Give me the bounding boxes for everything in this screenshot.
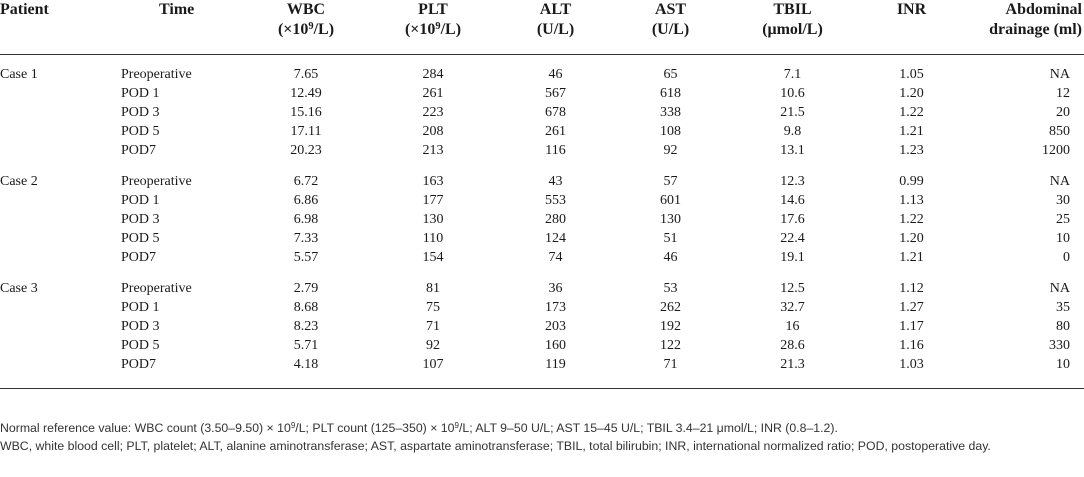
table-row bbox=[0, 248, 1084, 267]
ast-cell: 601 bbox=[660, 193, 681, 208]
ast-cell: 262 bbox=[660, 300, 681, 315]
alt-cell: 261 bbox=[545, 124, 566, 139]
table-row bbox=[0, 103, 1084, 122]
wbc-cell: 6.86 bbox=[293, 193, 319, 208]
patient-cell bbox=[0, 191, 121, 210]
header-tbil: TBIL (μmol/L) bbox=[719, 0, 866, 55]
wbc-cell: 6.72 bbox=[293, 174, 319, 189]
wbc-cell: 20.23 bbox=[290, 143, 322, 158]
wbc-cell: 8.68 bbox=[293, 300, 319, 315]
ast-cell: 130 bbox=[660, 212, 681, 227]
wbc-cell: 15.16 bbox=[290, 105, 322, 120]
time-cell: POD7 bbox=[121, 357, 157, 372]
patient-cell bbox=[0, 248, 121, 267]
patient-cell bbox=[0, 336, 121, 355]
plt-cell: 213 bbox=[422, 143, 444, 158]
tbil-cell: 12.5 bbox=[780, 281, 805, 296]
plt-cell: 107 bbox=[422, 357, 444, 372]
abbreviations-note: WBC, white blood cell; PLT, platelet; ALT, alanine aminotransferase; AST, aspartate aminotransferase; TBIL, total bilirubin; INR, international normalized ratio; POD, postoperative day. bbox=[0, 439, 991, 453]
plt-cell: 130 bbox=[422, 212, 444, 227]
time-cell: POD 3 bbox=[121, 105, 160, 120]
table-row bbox=[0, 317, 1084, 336]
tbil-cell: 28.6 bbox=[780, 338, 805, 353]
patient-cell bbox=[0, 229, 121, 248]
wbc-cell: 8.23 bbox=[293, 319, 319, 334]
bottom-rule-cell bbox=[0, 374, 1084, 389]
time-cell: POD7 bbox=[121, 250, 157, 265]
drain-cell: NA bbox=[1049, 281, 1070, 296]
table-row bbox=[0, 122, 1084, 141]
table-row bbox=[0, 298, 1084, 317]
alt-cell: 280 bbox=[545, 212, 566, 227]
alt-cell: 46 bbox=[548, 67, 563, 82]
tbil-cell: 12.3 bbox=[780, 174, 805, 189]
inr-cell: 1.17 bbox=[899, 319, 924, 334]
group-spacer bbox=[0, 55, 1084, 66]
tbil-cell: 10.6 bbox=[780, 86, 805, 101]
patient-cell bbox=[0, 317, 121, 336]
tbil-cell: 9.8 bbox=[783, 124, 802, 139]
inr-cell: 1.20 bbox=[899, 231, 924, 246]
drain-cell: 850 bbox=[1049, 124, 1070, 139]
ast-cell: 51 bbox=[663, 231, 678, 246]
inr-cell: 1.12 bbox=[899, 281, 924, 296]
group-spacer bbox=[0, 160, 1084, 172]
alt-cell: 36 bbox=[548, 281, 563, 296]
table-row bbox=[0, 141, 1084, 160]
header-patient: Patient bbox=[0, 0, 121, 55]
inr-cell: 0.99 bbox=[899, 174, 924, 189]
spacer-cell bbox=[0, 55, 1084, 66]
patient-cell bbox=[0, 355, 121, 374]
tbil-cell: 22.4 bbox=[780, 231, 805, 246]
plt-cell: 261 bbox=[422, 86, 444, 101]
time-cell: POD 1 bbox=[121, 300, 160, 315]
table-body bbox=[0, 55, 1084, 389]
alt-cell: 119 bbox=[545, 357, 566, 372]
inr-cell: 1.21 bbox=[899, 250, 924, 265]
header-drainage: Abdominal drainage (ml) bbox=[957, 0, 1084, 55]
plt-cell: 163 bbox=[422, 174, 444, 189]
time-cell: POD 3 bbox=[121, 212, 160, 227]
drain-cell: 10 bbox=[1056, 231, 1070, 246]
inr-cell: 1.23 bbox=[899, 143, 924, 158]
ast-cell: 192 bbox=[660, 319, 681, 334]
wbc-cell: 7.65 bbox=[293, 67, 319, 82]
patient-cell bbox=[0, 210, 121, 229]
table-row bbox=[0, 336, 1084, 355]
alt-cell: 74 bbox=[548, 250, 563, 265]
time-cell: POD 1 bbox=[121, 86, 160, 101]
alt-cell: 160 bbox=[545, 338, 566, 353]
inr-cell: 1.22 bbox=[899, 105, 924, 120]
wbc-cell: 5.57 bbox=[293, 250, 319, 265]
drain-cell: 30 bbox=[1056, 193, 1070, 208]
alt-cell: 678 bbox=[545, 105, 566, 120]
wbc-cell: 7.33 bbox=[293, 231, 319, 246]
wbc-cell: 6.98 bbox=[293, 212, 319, 227]
inr-cell: 1.16 bbox=[899, 338, 924, 353]
table-row bbox=[0, 84, 1084, 103]
table-row bbox=[0, 172, 1084, 191]
header-ast: AST (U/L) bbox=[622, 0, 719, 55]
plt-cell: 110 bbox=[422, 231, 444, 246]
table-row bbox=[0, 191, 1084, 210]
inr-cell: 1.27 bbox=[899, 300, 924, 315]
ast-cell: 71 bbox=[663, 357, 678, 372]
ast-cell: 65 bbox=[663, 67, 678, 82]
tbil-cell: 7.1 bbox=[783, 67, 802, 82]
ast-cell: 618 bbox=[660, 86, 681, 101]
plt-cell: 177 bbox=[422, 193, 444, 208]
table-row bbox=[0, 65, 1084, 84]
patient-cell: Case 3 bbox=[0, 281, 38, 296]
inr-cell: 1.21 bbox=[899, 124, 924, 139]
spacer-cell bbox=[0, 267, 1084, 279]
drain-cell: NA bbox=[1049, 174, 1070, 189]
patient-cell: Case 2 bbox=[0, 174, 38, 189]
patient-cell bbox=[0, 122, 121, 141]
header-plt: PLT $(\times 10^9/L)$ bbox=[377, 0, 489, 55]
drain-cell: 0 bbox=[1063, 250, 1070, 265]
time-cell: Preoperative bbox=[121, 281, 192, 296]
table-row bbox=[0, 210, 1084, 229]
plt-cell: 81 bbox=[426, 281, 440, 296]
wbc-cell: 5.71 bbox=[293, 338, 319, 353]
inr-cell: 1.03 bbox=[899, 357, 924, 372]
time-cell: POD 5 bbox=[121, 231, 160, 246]
plt-cell: 284 bbox=[422, 67, 444, 82]
tbil-cell: 21.3 bbox=[780, 357, 805, 372]
drain-cell: 80 bbox=[1056, 319, 1070, 334]
spacer-cell bbox=[0, 160, 1084, 172]
ast-cell: 46 bbox=[663, 250, 678, 265]
drain-cell: 330 bbox=[1049, 338, 1070, 353]
ast-cell: 53 bbox=[663, 281, 678, 296]
time-cell: POD 1 bbox=[121, 193, 160, 208]
alt-cell: 173 bbox=[545, 300, 566, 315]
alt-cell: 567 bbox=[545, 86, 566, 101]
plt-cell: 208 bbox=[422, 124, 444, 139]
tbil-cell: 32.7 bbox=[780, 300, 805, 315]
ast-cell: 338 bbox=[660, 105, 681, 120]
reference-values-note: Normal reference value: WBC count $(3.50-9.50) \times 10^9/L$; PLT count $(125-350) \times 10^9/L$; ALT 9–50 U/L; AST 15–45 U/L; TBIL 3.4–21 μmol/L; INR (0.8–1.2). bbox=[0, 421, 838, 435]
drain-cell: 1200 bbox=[1042, 143, 1070, 158]
drain-cell: 10 bbox=[1056, 357, 1070, 372]
ast-cell: 57 bbox=[663, 174, 678, 189]
drain-cell: 12 bbox=[1056, 86, 1070, 101]
inr-cell: 1.22 bbox=[899, 212, 924, 227]
patient-cell bbox=[0, 298, 121, 317]
alt-cell: 43 bbox=[548, 174, 563, 189]
plt-cell: 223 bbox=[422, 105, 444, 120]
wbc-cell: 12.49 bbox=[290, 86, 322, 101]
drain-cell: 35 bbox=[1056, 300, 1070, 315]
patient-cell: Case 1 bbox=[0, 67, 38, 82]
table-footnotes bbox=[0, 419, 1084, 455]
tbil-cell: 14.6 bbox=[780, 193, 805, 208]
time-cell: Preoperative bbox=[121, 174, 192, 189]
plt-cell: 154 bbox=[422, 250, 444, 265]
header-wbc: WBC $(\times 10^9/L)$ bbox=[235, 0, 377, 55]
ast-cell: 108 bbox=[660, 124, 681, 139]
inr-cell: 1.13 bbox=[899, 193, 924, 208]
drain-cell: 25 bbox=[1056, 212, 1070, 227]
tbil-cell: 16 bbox=[785, 319, 800, 334]
time-cell: Preoperative bbox=[121, 67, 192, 82]
patient-cell bbox=[0, 103, 121, 122]
time-cell: POD7 bbox=[121, 143, 157, 158]
patient-cell bbox=[0, 141, 121, 160]
wbc-cell: 2.79 bbox=[293, 281, 319, 296]
inr-cell: 1.05 bbox=[899, 67, 924, 82]
plt-cell: 71 bbox=[426, 319, 440, 334]
bottom-rule-row bbox=[0, 374, 1084, 389]
ast-cell: 92 bbox=[663, 143, 678, 158]
patient-cell bbox=[0, 84, 121, 103]
tbil-cell: 21.5 bbox=[780, 105, 805, 120]
drain-cell: NA bbox=[1049, 67, 1070, 82]
table-row bbox=[0, 229, 1084, 248]
time-cell: POD 5 bbox=[121, 338, 160, 353]
time-cell: POD 3 bbox=[121, 319, 160, 334]
time-cell: POD 5 bbox=[121, 124, 160, 139]
alt-cell: 116 bbox=[545, 143, 566, 158]
table-row bbox=[0, 279, 1084, 298]
header-row bbox=[0, 0, 1084, 55]
tbil-cell: 17.6 bbox=[780, 212, 805, 227]
inr-cell: 1.20 bbox=[899, 86, 924, 101]
tbil-cell: 13.1 bbox=[780, 143, 805, 158]
ast-cell: 122 bbox=[660, 338, 681, 353]
header-inr: INR bbox=[866, 0, 957, 55]
table-row bbox=[0, 355, 1084, 374]
wbc-cell: 4.18 bbox=[293, 357, 319, 372]
group-spacer bbox=[0, 267, 1084, 279]
drain-cell: 20 bbox=[1056, 105, 1070, 120]
alt-cell: 553 bbox=[545, 193, 566, 208]
alt-cell: 203 bbox=[545, 319, 566, 334]
wbc-cell: 17.11 bbox=[290, 124, 322, 139]
header-time: Time bbox=[121, 0, 235, 55]
tbil-cell: 19.1 bbox=[780, 250, 805, 265]
plt-cell: 75 bbox=[426, 300, 440, 315]
alt-cell: 124 bbox=[545, 231, 566, 246]
plt-cell: 92 bbox=[426, 338, 440, 353]
header-alt: ALT (U/L) bbox=[489, 0, 622, 55]
